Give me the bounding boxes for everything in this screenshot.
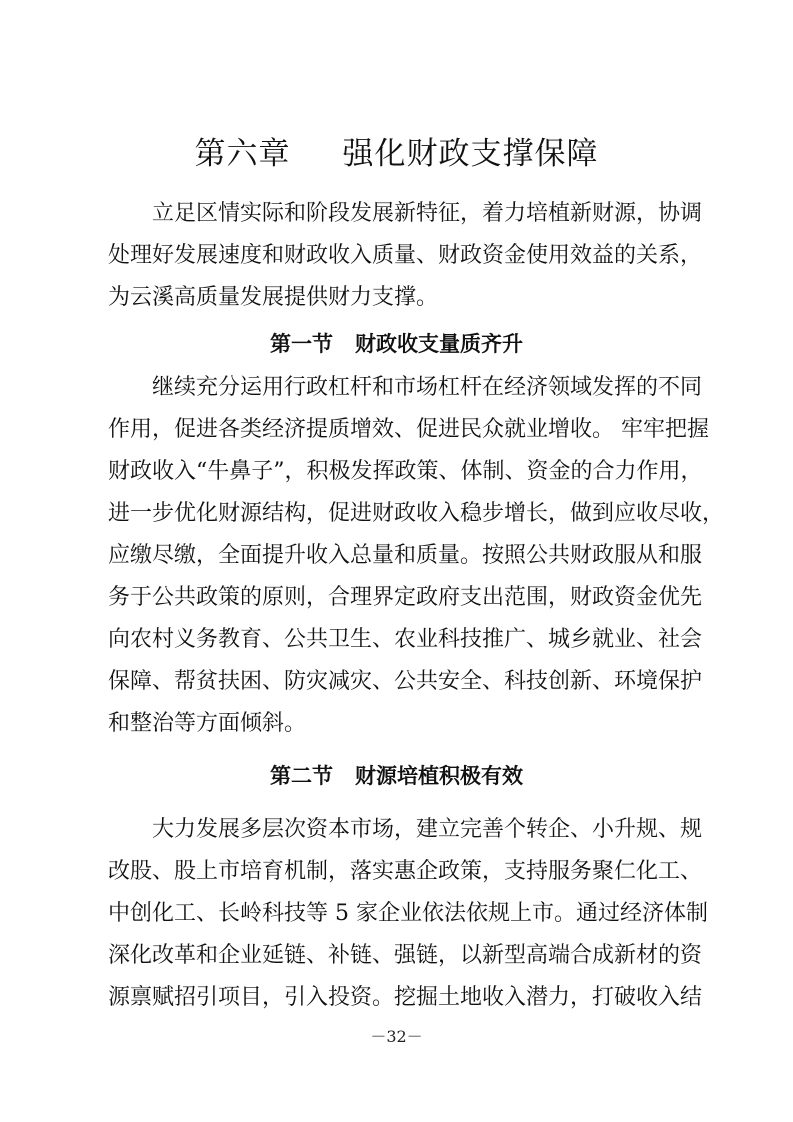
paragraph-line: 为云溪高质量发展提供财力支撑。 [108,285,439,310]
section-title: 财政收支量质齐升 [355,332,523,356]
paragraph-line: 务于公共政策的原则，合理界定政府支出范围，财政资金优先 [108,585,703,610]
chapter-heading [0,128,793,173]
paragraph-line: 深化改革和企业延链、补链、强链，以新型高端合成新材的资 [108,943,703,968]
paragraph-line: 中创化工、长岭科技等 5 家企业依法依规上市。通过经济体制 [108,901,708,926]
paragraph-line: 源禀赋招引项目，引入投资。挖掘土地收入潜力，打破收入结 [108,985,703,1010]
section-title: 财源培植积极有效 [355,764,523,788]
paragraph-line: 保障、帮贫扶困、防灾减灾、公共安全、科技创新、环境保护 [108,669,703,694]
chapter-title: 强化财政支撑保障 [342,136,599,172]
paragraph-line: 作用，促进各类经济提质增效、促进民众就业增收。 牢牢把握 [108,417,709,442]
section-heading-1 [0,329,793,359]
section-heading-2 [0,761,793,791]
chapter-number: 第六章 [194,136,291,172]
paragraph-line: 应缴尽缴，全面提升收入总量和质量。按照公共财政服从和服 [108,543,703,568]
section-number: 第一节 [270,332,333,356]
section-number: 第二节 [270,764,333,788]
paragraph-line: 大力发展多层次资本市场，建立完善个转企、小升规、规 [152,817,703,842]
paragraph-line: 财政收入“牛鼻子”，积极发挥政策、体制、资金的合力作用， [108,459,703,484]
paragraph-line: 继续充分运用行政杠杆和市场杠杆在经济领域发挥的不同 [152,375,703,400]
paragraph-line: 处理好发展速度和财政收入质量、财政资金使用效益的关系， [108,243,703,268]
paragraph-line: 立足区情实际和阶段发展新特征，着力培植新财源，协调 [152,201,703,226]
paragraph-line: 进一步优化财源结构，促进财政收入稳步增长，做到应收尽收， [108,501,725,526]
paragraph-line: 改股、股上市培育机制，落实惠企政策，支持服务聚仁化工、 [108,859,703,884]
paragraph-line: 向农村义务教育、公共卫生、农业科技推广、城乡就业、社会 [108,627,703,652]
page-number: －32－ [370,1027,423,1046]
paragraph-line: 和整治等方面倾斜。 [108,711,307,736]
